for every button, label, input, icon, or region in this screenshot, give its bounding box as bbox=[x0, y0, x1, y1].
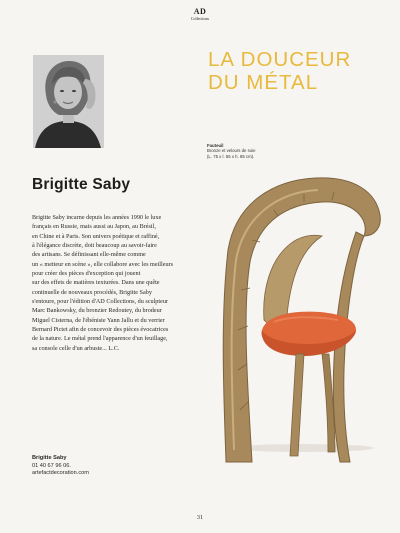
chair-photo bbox=[204, 170, 384, 465]
contact-website[interactable]: artefactdecoration.com bbox=[32, 470, 89, 477]
designer-name: Brigitte Saby bbox=[32, 176, 131, 193]
body-line: pour créer des pièces d'exception qui jouent bbox=[32, 270, 141, 278]
body-line: Marc Bankowsky, du bronzier Redoutey, du brodeur bbox=[32, 307, 162, 315]
body-line: sur des effets de matières texturées. Dans une quête bbox=[32, 279, 160, 287]
body-line: à l'élégance discrète, doit beaucoup au savoir-faire bbox=[32, 242, 157, 250]
article-body bbox=[32, 213, 212, 353]
designer-portrait bbox=[33, 55, 104, 148]
title-line-1: LA DOUCEUR bbox=[208, 48, 352, 71]
body-line: de la nature. Le métal prend l'apparence d'un feuillage, bbox=[32, 335, 168, 343]
bronze-armchair bbox=[204, 170, 384, 465]
masthead-logo bbox=[188, 8, 212, 21]
caption-title: Fauteuil bbox=[207, 143, 224, 148]
body-line: français en Russie, mais aussi au Japon, au Brésil, bbox=[32, 223, 156, 231]
contact-info bbox=[32, 455, 152, 478]
caption-material: Bronze et velours de soie bbox=[207, 148, 256, 154]
body-line: des artisans. Se définissant elle-même comme bbox=[32, 251, 146, 259]
contact-phone: 01 40 67 96 06. bbox=[32, 462, 71, 469]
masthead-ad: AD bbox=[193, 7, 207, 16]
body-line: Miguel Cisterna, de l'ébéniste Yann Jallu et du verrier bbox=[32, 316, 165, 324]
body-line: Bernard Pictet afin de concevoir des pièces évocatrices bbox=[32, 326, 169, 334]
page-number: 31 bbox=[196, 514, 204, 521]
article-title bbox=[208, 48, 388, 94]
body-line: en Chine et à Paris. Son univers poétique et raffiné, bbox=[32, 232, 160, 240]
body-line: sa console celle d'un arbuste... L.C. bbox=[32, 344, 120, 352]
body-line: continuelle de nouveaux procédés, Brigitte Saby bbox=[32, 288, 152, 296]
body-line: un « metteur en scène », elle collabore avec les meilleurs bbox=[32, 260, 174, 268]
body-line: s'entoure, pour l'édition d'AD Collections, du sculpteur bbox=[32, 298, 169, 306]
caption-dimensions: (L. 75 x l. 55 x h. 85 cm). bbox=[207, 153, 255, 159]
body-line: Brigitte Saby incarne depuis les années 1990 le luxe bbox=[32, 214, 162, 221]
masthead-collections: Collections bbox=[190, 16, 210, 21]
title-line-2: DU MÉTAL bbox=[208, 71, 319, 94]
chair-caption bbox=[207, 143, 307, 159]
contact-name: Brigitte Saby bbox=[32, 455, 67, 461]
portrait-photo bbox=[33, 55, 104, 148]
